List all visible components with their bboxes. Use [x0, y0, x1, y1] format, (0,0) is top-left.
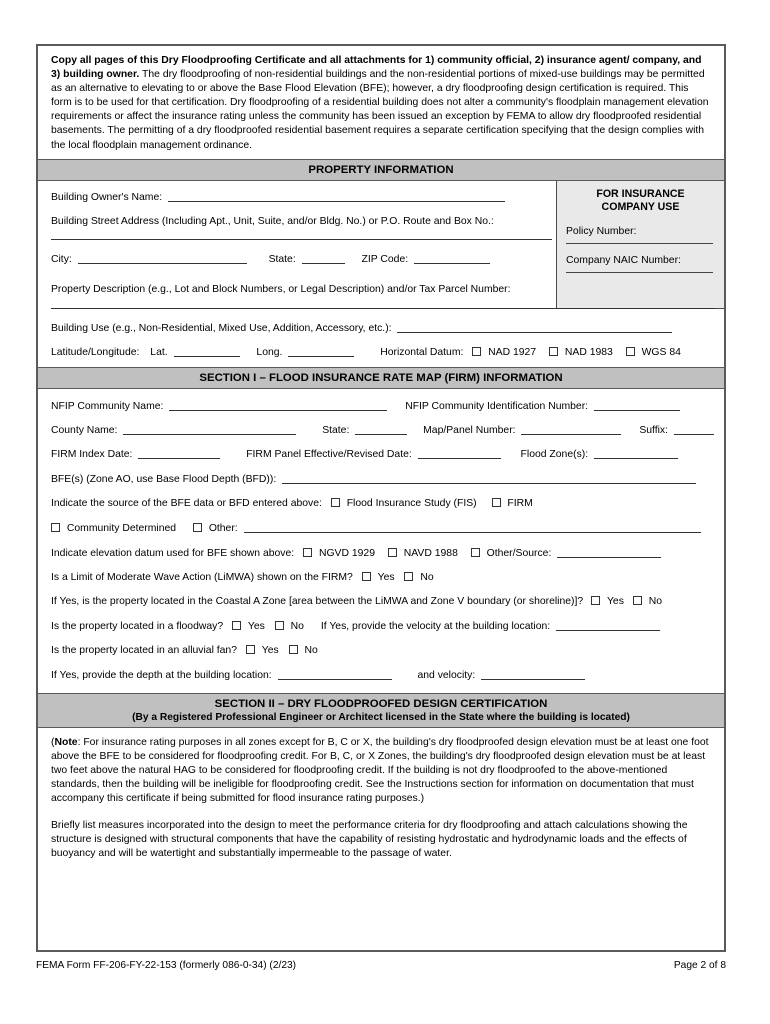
section1-state-input[interactable] — [355, 423, 407, 435]
row-county-state-map-suffix — [38, 413, 724, 437]
form-identifier: FEMA Form FF-206-FY-22-153 (formerly 086-0-34) (2/23) — [36, 960, 297, 971]
intro-body: The dry floodproofing of non-residential buildings and the non-residential portions of mixed-use buildings may be permitted as an alternative to elevating to or above the Base Flood Elevation (BFE); however, a dry floodproofing design certification is required. This form is to be used for that certification. Dry floodproofing of a residential building does not alter a community's floodplain management elevation requirements or affect the insurance rating unless the community has been issued an exception by FEMA to allow dry floodproofed residential basements. The permitting of a dry floodproofed residential basement requires a separate certification specifying that the design complies with the local floodplain management ordinance. — [51, 69, 709, 151]
row-coastal-a-zone — [38, 584, 724, 608]
section-1-body — [38, 389, 724, 693]
floodway-no-label: No — [290, 620, 304, 632]
row-floodway — [38, 608, 724, 633]
row-property-description — [38, 266, 724, 296]
map-panel-number-input[interactable] — [521, 423, 621, 435]
floodway-velocity-label: If Yes, provide the velocity at the building location: — [320, 620, 551, 632]
alluvial-fan-yes-label: Yes — [261, 644, 279, 656]
form-outer-box — [36, 44, 726, 952]
row-latitude-longitude — [38, 335, 724, 367]
row-elevation-datum — [38, 535, 724, 560]
long-input[interactable] — [288, 345, 354, 357]
note-body: : For insurance rating purposes in all zones except for B, C or X, the building's dry floodproofed design elevation must be at least one foot above the BFE to be considered for floodproofing credit. For B, C, or X Zones, the building's dry floodproofed design elevation must be at least two feet above the natural HAG to be considered for floodproofing credit. If the building is not dry floodproofed to the above-mentioned standards, then the building will be ineligible for floodproofing credit. See the Instructions section for information on documentation that must accompany this certificate if being submitted for flood insurance rating purposes.) — [51, 736, 709, 805]
insurance-box-title — [557, 181, 724, 215]
horizontal-datum-label: Horizontal Datum: — [380, 346, 464, 358]
suffix-label: Suffix: — [639, 424, 669, 436]
checkbox-nad-1983[interactable] — [549, 347, 558, 356]
bfe-source-label: Indicate the source of the BFE data or BFD entered above: — [51, 497, 322, 509]
checkbox-limwa-yes[interactable] — [362, 572, 371, 581]
nfip-community-id-label: NFIP Community Identification Number: — [405, 400, 589, 412]
property-left-column — [38, 181, 558, 266]
row-depth-velocity — [38, 657, 724, 693]
section-2-note — [38, 728, 724, 810]
limwa-yes-label: Yes — [377, 571, 395, 583]
velocity-input[interactable] — [481, 668, 585, 680]
company-naic-number-label: Company NAIC Number: — [566, 254, 681, 266]
nfip-community-id-input[interactable] — [594, 399, 680, 411]
row-building-use — [38, 311, 724, 335]
checkbox-coastal-a-no[interactable] — [633, 596, 642, 605]
other-source-input[interactable] — [557, 546, 661, 558]
zip-code-label: ZIP Code: — [361, 253, 409, 265]
checkbox-alluvial-fan-yes[interactable] — [246, 645, 255, 654]
depth-label: If Yes, provide the depth at the building location: — [51, 669, 272, 681]
velocity-label: and velocity: — [417, 669, 476, 681]
bfe-label: BFE(s) (Zone AO, use Base Flood Depth (BFD)): — [51, 473, 277, 485]
building-owner-name-label: Building Owner's Name: — [51, 191, 163, 203]
row-building-street-address-input — [38, 228, 558, 242]
firm-panel-date-input[interactable] — [418, 447, 501, 459]
section1-state-label: State: — [322, 424, 350, 436]
county-name-input[interactable] — [123, 423, 296, 435]
depth-input[interactable] — [278, 668, 392, 680]
row-city-state-zip — [38, 242, 558, 266]
checkbox-other-source[interactable] — [471, 548, 480, 557]
row-building-owner-name — [38, 181, 558, 204]
limwa-no-label: No — [420, 571, 434, 583]
section-2-header — [38, 693, 724, 728]
row-bfe — [38, 461, 724, 486]
building-use-label: Building Use (e.g., Non-Residential, Mixed Use, Addition, Accessory, etc.): — [51, 322, 392, 334]
floodway-yes-label: Yes — [247, 620, 265, 632]
checkbox-nad-1927[interactable] — [472, 347, 481, 356]
state-input[interactable] — [302, 252, 345, 264]
row-building-street-address — [38, 204, 558, 228]
firm-index-date-input[interactable] — [138, 447, 220, 459]
section-2-brief-instructions: Briefly list measures incorporated into the design to meet the performance criteria for dry floodproofing and attach calculations showing the structure is designed with structural components that have the capability of resisting hydrostatic and hydrodynamic loads and the effects of buoyancy and will be watertight and substantially impermeable to the passage of water. — [51, 820, 688, 860]
checkbox-community-determined[interactable] — [51, 523, 60, 532]
property-description-input[interactable] — [51, 297, 715, 309]
ngvd-1929-label: NGVD 1929 — [318, 547, 375, 559]
coastal-a-zone-question-label: If Yes, is the property located in the Coastal A Zone [area between the LiMWA and Zone V boundary (or shoreline)]? — [51, 595, 584, 607]
county-name-label: County Name: — [51, 424, 118, 436]
intro-paragraph — [38, 46, 724, 159]
insurance-title-line1: FOR INSURANCE — [596, 187, 685, 200]
community-determined-label: Community Determined — [66, 522, 177, 534]
floodway-velocity-input[interactable] — [556, 619, 660, 631]
bfe-input[interactable] — [282, 472, 696, 484]
row-bfe-source — [38, 486, 724, 510]
checkbox-wgs-84[interactable] — [626, 347, 635, 356]
flood-zones-label: Flood Zone(s): — [520, 448, 589, 460]
section-2-body — [38, 728, 724, 982]
zip-code-input[interactable] — [414, 252, 490, 264]
row-alluvial-fan — [38, 633, 724, 657]
suffix-input[interactable] — [674, 423, 714, 435]
page-footer — [36, 960, 726, 971]
city-label: City: — [51, 253, 72, 265]
nad-1927-label: NAD 1927 — [488, 346, 537, 358]
checkbox-flood-insurance-study[interactable] — [331, 498, 340, 507]
firm-label: FIRM — [507, 497, 533, 509]
checkbox-ngvd-1929[interactable] — [303, 548, 312, 557]
page-number: Page 2 of 8 — [673, 960, 726, 971]
state-label: State: — [268, 253, 296, 265]
row-property-description-input — [38, 296, 724, 311]
checkbox-floodway-yes[interactable] — [232, 621, 241, 630]
property-description-label: Property Description (e.g., Lot and Block Numbers, or Legal Description) and/or Tax Parcel Number: — [51, 283, 511, 295]
lat-label: Lat. — [150, 346, 168, 358]
checkbox-navd-1988[interactable] — [388, 548, 397, 557]
coastal-a-yes-label: Yes — [606, 595, 624, 607]
checkbox-floodway-no[interactable] — [275, 621, 284, 630]
alluvial-fan-no-label: No — [304, 644, 318, 656]
row-firm-dates — [38, 437, 724, 461]
policy-number-label: Policy Number: — [566, 225, 637, 237]
map-panel-number-label: Map/Panel Number: — [423, 424, 516, 436]
intro-bold-lead: Copy all pages of this Dry Floodproofing Certificate and all attachments for 1) community official, 2) insurance agent/ company, and 3) building owner. — [51, 55, 702, 81]
navd-1988-label: NAVD 1988 — [403, 547, 458, 559]
checkbox-firm[interactable] — [492, 498, 501, 507]
wgs-84-label: WGS 84 — [641, 346, 681, 358]
other-bfe-source-input[interactable] — [244, 521, 701, 533]
latitude-longitude-label: Latitude/Longitude: — [51, 346, 140, 358]
nfip-community-name-label: NFIP Community Name: — [51, 400, 164, 412]
firm-panel-date-label: FIRM Panel Effective/Revised Date: — [246, 448, 412, 460]
firm-index-date-label: FIRM Index Date: — [51, 448, 133, 460]
building-use-input[interactable] — [397, 321, 672, 333]
checkbox-alluvial-fan-no[interactable] — [289, 645, 298, 654]
insurance-title-line2: COMPANY USE — [601, 201, 680, 214]
long-label: Long. — [256, 346, 283, 358]
note-bold-word: Note — [54, 736, 78, 748]
city-input[interactable] — [78, 252, 247, 264]
property-information-body — [38, 181, 724, 367]
property-information-header: PROPERTY INFORMATION — [38, 159, 724, 181]
building-street-address-input[interactable] — [51, 228, 552, 240]
alluvial-fan-question-label: Is the property located in an alluvial fan? — [51, 644, 237, 656]
note-lead: (Note — [51, 736, 78, 748]
section-2-title: SECTION II – DRY FLOODPROOFED DESIGN CERTIFICATION — [214, 697, 548, 710]
other-bfe-source-label: Other: — [208, 522, 238, 534]
row-community-determined-other — [38, 510, 724, 535]
flood-zones-input[interactable] — [594, 447, 678, 459]
checkbox-other-bfe-source[interactable] — [193, 523, 202, 532]
other-source-label: Other/Source: — [486, 547, 552, 559]
limwa-question-label: Is a Limit of Moderate Wave Action (LiMWA) shown on the FIRM? — [51, 571, 353, 583]
nfip-community-name-input[interactable] — [169, 399, 387, 411]
coastal-a-no-label: No — [648, 595, 662, 607]
row-limwa — [38, 560, 724, 584]
lat-input[interactable] — [174, 345, 240, 357]
row-nfip-community — [38, 389, 724, 413]
checkbox-coastal-a-yes[interactable] — [591, 596, 600, 605]
building-street-address-label: Building Street Address (Including Apt., Unit, Suite, and/or Bldg. No.) or P.O. Route and Box No.: — [51, 215, 494, 227]
checkbox-limwa-no[interactable] — [404, 572, 413, 581]
building-owner-name-input[interactable] — [168, 190, 505, 202]
floodway-question-label: Is the property located in a floodway? — [51, 620, 224, 632]
elevation-datum-label: Indicate elevation datum used for BFE shown above: — [51, 547, 295, 559]
nad-1983-label: NAD 1983 — [564, 346, 613, 358]
flood-insurance-study-label: Flood Insurance Study (FIS) — [346, 497, 477, 509]
section-1-header: SECTION I – FLOOD INSURANCE RATE MAP (FIRM) INFORMATION — [38, 367, 724, 389]
section-2-subtitle: (By a Registered Professional Engineer or Architect licensed in the State where the building is located) — [132, 711, 630, 723]
